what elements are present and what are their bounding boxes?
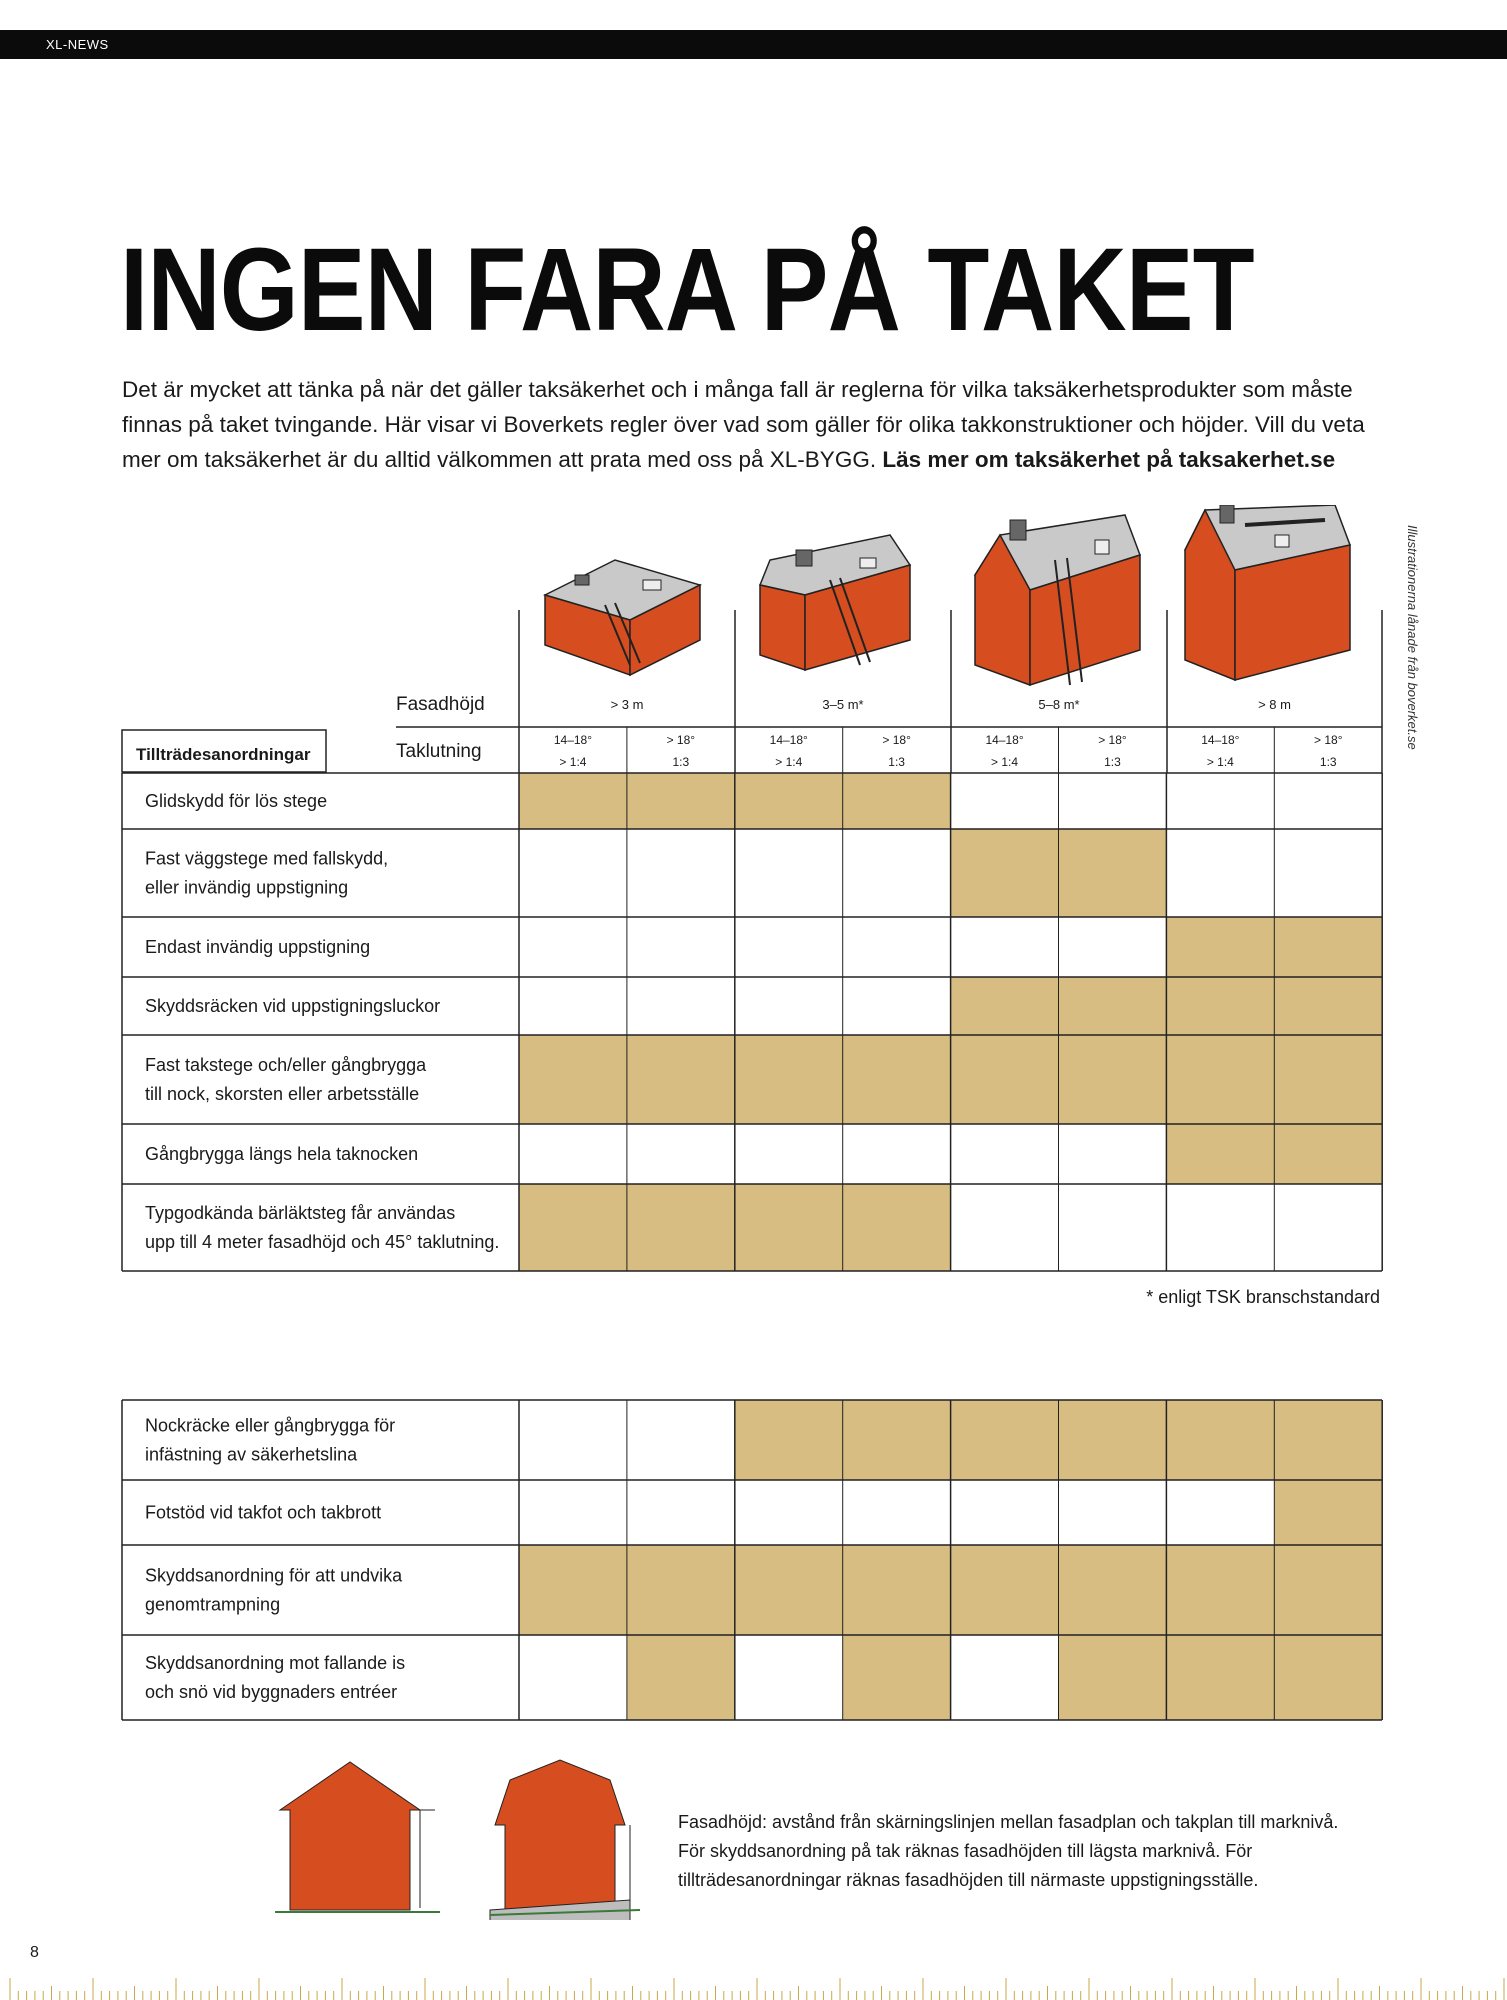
cell-required xyxy=(843,773,951,829)
cell-not-required xyxy=(735,829,843,917)
cell-not-required xyxy=(951,1480,1059,1545)
slope-angle-label: 14–18° xyxy=(553,733,593,747)
cell-not-required xyxy=(627,1124,735,1184)
cell-not-required xyxy=(951,917,1059,977)
cell-not-required xyxy=(951,1635,1059,1720)
table-row xyxy=(145,1400,1382,1480)
cell-required xyxy=(1166,977,1274,1035)
cell-required xyxy=(1059,1400,1167,1480)
slope-ratio-label: > 1:4 xyxy=(775,755,803,769)
cell-required xyxy=(1166,1635,1274,1720)
cell-required xyxy=(1059,1635,1167,1720)
slope-angle-label: > 18° xyxy=(882,733,911,747)
cell-required xyxy=(627,1035,735,1124)
cell-required xyxy=(1274,977,1382,1035)
cell-required xyxy=(1274,1035,1382,1124)
slope-angle-label: 14–18° xyxy=(985,733,1024,747)
cell-required xyxy=(1059,1035,1167,1124)
row-label: Endast invändig uppstigning xyxy=(145,937,371,957)
cell-required xyxy=(1166,1400,1274,1480)
cell-not-required xyxy=(735,977,843,1035)
cell-required xyxy=(519,1184,627,1271)
cell-required xyxy=(951,1400,1059,1480)
cell-not-required xyxy=(519,1400,627,1480)
section-label: XL-NEWS xyxy=(46,37,109,52)
row-label: genomtrampning xyxy=(145,1594,281,1615)
cell-required xyxy=(951,977,1059,1035)
cell-not-required xyxy=(843,977,951,1035)
cell-required xyxy=(1274,1545,1382,1635)
cell-required xyxy=(1166,1124,1274,1184)
cell-not-required xyxy=(951,773,1059,829)
cell-not-required xyxy=(519,1124,627,1184)
row-label: Fast takstege och/eller gångbrygga xyxy=(145,1055,427,1075)
cell-not-required xyxy=(627,829,735,917)
row-label: och snö vid byggnaders entréer xyxy=(145,1682,398,1702)
row-label: Skyddsanordning mot fallande is xyxy=(145,1653,406,1673)
cell-not-required xyxy=(1274,1184,1382,1271)
slope-ratio-label: 1:3 xyxy=(672,755,690,769)
cell-required xyxy=(1166,1035,1274,1124)
cell-required xyxy=(843,1184,951,1271)
cell-not-required xyxy=(735,917,843,977)
row-label: upp till 4 meter fasadhöjd och 45° taklutning. xyxy=(145,1232,500,1252)
slope-angle-label: > 18° xyxy=(1098,733,1127,747)
roof-protection-table xyxy=(0,1390,1507,1730)
table-row xyxy=(145,1635,1382,1720)
cell-required xyxy=(843,1035,951,1124)
cell-not-required xyxy=(1059,1184,1167,1271)
cell-not-required xyxy=(951,1184,1059,1271)
house-gable-icon xyxy=(275,1762,440,1912)
cell-required xyxy=(951,1035,1059,1124)
facade-height-note xyxy=(678,1808,1378,1895)
note-line: tillträdesanordningar räknas fasadhöjden till närmaste uppstigningsställe. xyxy=(678,1870,1259,1890)
cell-not-required xyxy=(951,1124,1059,1184)
cell-not-required xyxy=(1274,829,1382,917)
cell-required xyxy=(735,773,843,829)
fasadhojd-label: Fasadhöjd xyxy=(396,694,485,715)
table-row xyxy=(145,1035,1382,1124)
row-label: Typgodkända bärläktsteg får användas xyxy=(145,1203,456,1223)
slope-ratio-label: 1:3 xyxy=(1104,755,1121,769)
row-label: Skyddsanordning för att undvika xyxy=(145,1565,403,1586)
cell-not-required xyxy=(1059,773,1167,829)
cell-required xyxy=(951,1545,1059,1635)
cell-required xyxy=(1274,1635,1382,1720)
height-group-label: 3–5 m* xyxy=(822,697,864,712)
cell-not-required xyxy=(735,1480,843,1545)
cell-required xyxy=(1166,1545,1274,1635)
note-line: Fasadhöjd: avstånd från skärningslinjen mellan fasadplan och takplan till marknivå. xyxy=(678,1812,1339,1832)
facade-height-diagrams xyxy=(270,1750,670,1920)
cell-required xyxy=(627,1635,735,1720)
cell-not-required xyxy=(627,1480,735,1545)
cell-not-required xyxy=(1274,773,1382,829)
cell-not-required xyxy=(1166,773,1274,829)
cell-required xyxy=(843,1635,951,1720)
cell-not-required xyxy=(627,1400,735,1480)
cell-required xyxy=(735,1400,843,1480)
cell-required xyxy=(1274,917,1382,977)
row-label: Glidskydd för lös stege xyxy=(145,791,328,811)
section-tab-label: Tillträdesanordningar xyxy=(136,745,311,764)
row-label: till nock, skorsten eller arbetsställe xyxy=(145,1084,420,1104)
cell-not-required xyxy=(627,917,735,977)
slope-angle-label: 14–18° xyxy=(1201,733,1240,747)
cell-required xyxy=(1059,977,1167,1035)
height-group-label: 5–8 m* xyxy=(1038,697,1080,712)
cell-required xyxy=(1274,1400,1382,1480)
cell-not-required xyxy=(1059,917,1167,977)
table-row xyxy=(145,1545,1382,1635)
cell-not-required xyxy=(843,917,951,977)
cell-required xyxy=(1166,917,1274,977)
cell-not-required xyxy=(1059,1480,1167,1545)
house-gambrel-icon xyxy=(490,1760,640,1920)
cell-not-required xyxy=(519,917,627,977)
cell-required xyxy=(951,829,1059,917)
slope-ratio-label: > 1:4 xyxy=(1206,755,1234,769)
table-row xyxy=(145,829,1382,917)
cell-not-required xyxy=(735,1124,843,1184)
cell-not-required xyxy=(519,1480,627,1545)
cell-required xyxy=(519,773,627,829)
cell-required xyxy=(843,1400,951,1480)
row-label: Gångbrygga längs hela taknocken xyxy=(145,1144,419,1164)
height-group-label: > 8 m xyxy=(1258,697,1291,712)
row-label: Fast väggstege med fallskydd, xyxy=(145,848,389,869)
cell-required xyxy=(627,773,735,829)
cell-required xyxy=(1274,1480,1382,1545)
cell-not-required xyxy=(1166,1184,1274,1271)
slope-ratio-label: > 1:4 xyxy=(991,755,1019,769)
cell-not-required xyxy=(1059,1124,1167,1184)
taklutning-label: Taklutning xyxy=(396,741,482,762)
cell-not-required xyxy=(843,1480,951,1545)
footnote-tsk: * enligt TSK branschstandard xyxy=(1146,1287,1380,1307)
cell-required xyxy=(1059,829,1167,917)
cell-not-required xyxy=(519,977,627,1035)
slope-angle-label: > 18° xyxy=(666,733,696,747)
cell-not-required xyxy=(627,977,735,1035)
row-label: infästning av säkerhetslina xyxy=(145,1444,358,1465)
slope-angle-label: 14–18° xyxy=(769,733,808,747)
cell-required xyxy=(1059,1545,1167,1635)
page-number: 8 xyxy=(30,1944,39,1961)
note-line: För skyddsanordning på tak räknas fasadhöjden till lägsta marknivå. För xyxy=(678,1841,1253,1861)
cell-not-required xyxy=(1166,1480,1274,1545)
intro-link[interactable]: Läs mer om taksäkerhet på taksakerhet.se xyxy=(882,447,1336,472)
cell-required xyxy=(627,1184,735,1271)
cell-required xyxy=(1274,1124,1382,1184)
cell-not-required xyxy=(843,1124,951,1184)
cell-not-required xyxy=(519,829,627,917)
row-label: Skyddsräcken vid uppstigningsluckor xyxy=(145,996,441,1016)
cell-required xyxy=(519,1035,627,1124)
table-row xyxy=(145,1184,1382,1271)
cell-not-required xyxy=(843,829,951,917)
cell-required xyxy=(735,1035,843,1124)
cell-required xyxy=(843,1545,951,1635)
slope-ratio-label: 1:3 xyxy=(1319,755,1337,769)
table-row xyxy=(145,917,1382,977)
cell-required xyxy=(627,1545,735,1635)
cell-required xyxy=(735,1545,843,1635)
table-row xyxy=(145,977,1382,1035)
cell-not-required xyxy=(519,1635,627,1720)
row-label: Fotstöd vid takfot och takbrott xyxy=(145,1502,382,1523)
height-group-label: > 3 m xyxy=(610,697,644,712)
table-row xyxy=(145,1480,1382,1545)
cell-required xyxy=(519,1545,627,1635)
illustration-credit: Illustrationerna lånade från boverket.se xyxy=(1405,525,1420,750)
row-label: Nockräcke eller gångbrygga för xyxy=(145,1415,396,1436)
slope-angle-label: > 18° xyxy=(1314,733,1343,747)
slope-ratio-label: 1:3 xyxy=(888,755,905,769)
cell-not-required xyxy=(735,1635,843,1720)
table-row xyxy=(145,773,1382,829)
slope-ratio-label: > 1:4 xyxy=(559,755,587,769)
ruler-decoration xyxy=(0,1970,1507,2000)
cell-not-required xyxy=(1166,829,1274,917)
table-row xyxy=(145,1124,1382,1184)
cell-required xyxy=(735,1184,843,1271)
intro-body: Det är mycket att tänka på när det gäller taksäkerhet och i många fall är reglerna för vilka taksäkerhetsprodukter som måste finnas på taket tvingande. Här visar vi Boverkets regler över vad som gäller för olika takkonstruktioner och höjder. Vill du veta mer om taksäkerhet är du alltid välkommen att prata med oss på XL-BYGG. xyxy=(122,377,1365,472)
page-title: INGEN FARA PÅ TAKET xyxy=(120,224,1254,356)
row-label: eller invändig uppstigning xyxy=(145,877,349,898)
